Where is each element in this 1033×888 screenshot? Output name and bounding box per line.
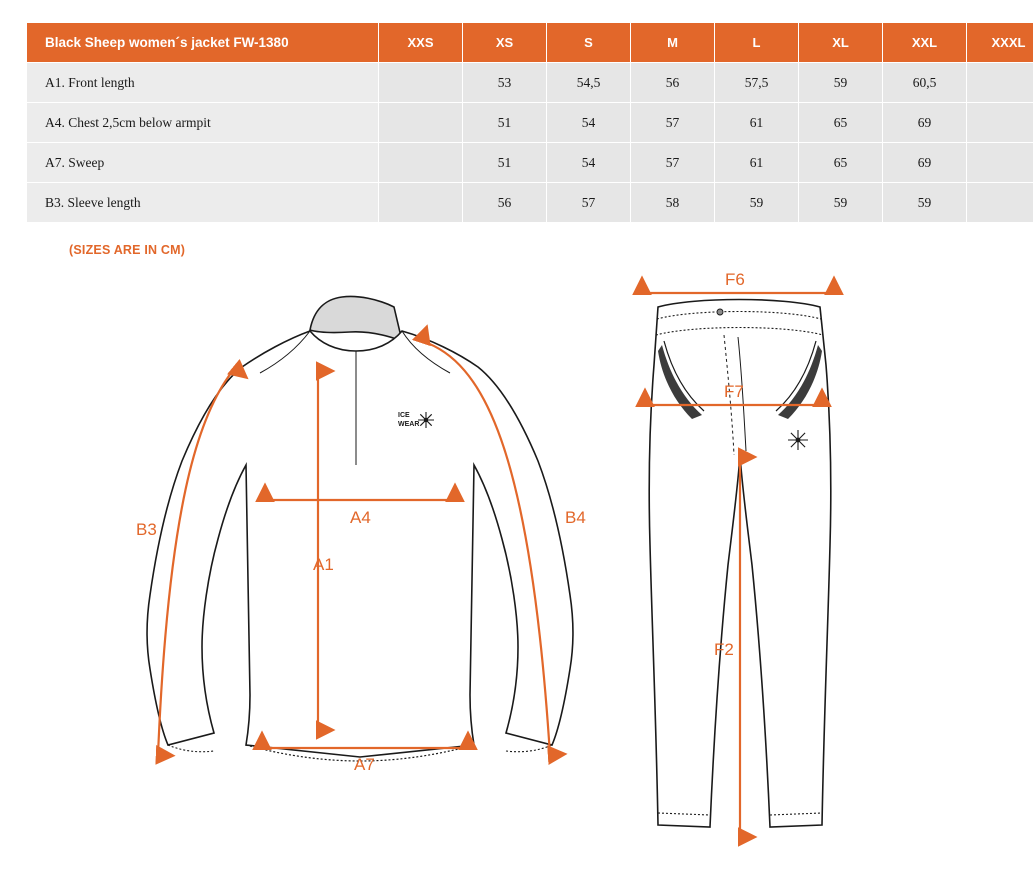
cell-value bbox=[379, 143, 463, 183]
cell-value: 65 bbox=[799, 103, 883, 143]
table-row bbox=[27, 103, 1033, 143]
cell-value: 57 bbox=[631, 103, 715, 143]
label-f6: F6 bbox=[725, 270, 745, 289]
jacket-outline bbox=[147, 296, 573, 761]
table-header-xxs: XXS bbox=[379, 23, 463, 63]
cell-value bbox=[967, 103, 1033, 143]
label-a4: A4 bbox=[350, 508, 371, 527]
cell-value bbox=[967, 143, 1033, 183]
label-b4: B4 bbox=[565, 508, 586, 527]
cell-value bbox=[379, 103, 463, 143]
cell-value: 57 bbox=[547, 183, 631, 223]
cell-value: 57 bbox=[631, 143, 715, 183]
cell-value: 59 bbox=[715, 183, 799, 223]
cell-value: 56 bbox=[463, 183, 547, 223]
table-header-xxl: XXL bbox=[883, 23, 967, 63]
cell-value: 54 bbox=[547, 143, 631, 183]
cell-value: 59 bbox=[883, 183, 967, 223]
cell-value: 69 bbox=[883, 143, 967, 183]
table-body bbox=[27, 63, 1033, 223]
cell-value bbox=[967, 183, 1033, 223]
cell-value: 59 bbox=[799, 183, 883, 223]
table-row bbox=[27, 63, 1033, 103]
cell-value: 54 bbox=[547, 103, 631, 143]
cell-value bbox=[379, 63, 463, 103]
cell-value: 61 bbox=[715, 103, 799, 143]
row-label: A4. Chest 2,5cm below armpit bbox=[27, 103, 379, 143]
label-f2: F2 bbox=[714, 640, 734, 659]
cell-value bbox=[379, 183, 463, 223]
figures-area bbox=[0, 265, 1033, 885]
table-row bbox=[27, 183, 1033, 223]
table-row bbox=[27, 143, 1033, 183]
table-header-product: Black Sheep women´s jacket FW-1380 bbox=[27, 23, 379, 63]
cell-value: 56 bbox=[631, 63, 715, 103]
cell-value: 54,5 bbox=[547, 63, 631, 103]
row-label: B3. Sleeve length bbox=[27, 183, 379, 223]
snowflake-icon bbox=[418, 412, 434, 428]
table-header bbox=[27, 23, 1033, 63]
cell-value: 57,5 bbox=[715, 63, 799, 103]
table-header-l: L bbox=[715, 23, 799, 63]
cell-value: 59 bbox=[799, 63, 883, 103]
cell-value: 51 bbox=[463, 143, 547, 183]
snowflake-icon bbox=[788, 430, 808, 450]
brand-line-1: ICE bbox=[398, 412, 410, 419]
jacket-diagram bbox=[110, 265, 610, 825]
table-header-row bbox=[27, 23, 1033, 63]
cell-value: 53 bbox=[463, 63, 547, 103]
cell-value: 51 bbox=[463, 103, 547, 143]
table-header-m: M bbox=[631, 23, 715, 63]
table-header-s: S bbox=[547, 23, 631, 63]
table-header-xxxl: XXXL bbox=[967, 23, 1033, 63]
label-a7: A7 bbox=[354, 755, 375, 774]
cell-value: 58 bbox=[631, 183, 715, 223]
cell-value: 65 bbox=[799, 143, 883, 183]
label-a1: A1 bbox=[313, 555, 334, 574]
label-f7: F7 bbox=[724, 382, 744, 401]
table-header-xs: XS bbox=[463, 23, 547, 63]
cell-value: 69 bbox=[883, 103, 967, 143]
row-label: A7. Sweep bbox=[27, 143, 379, 183]
cell-value bbox=[967, 63, 1033, 103]
row-label: A1. Front length bbox=[27, 63, 379, 103]
label-b3: B3 bbox=[136, 520, 157, 539]
sizes-unit-note: (SIZES ARE IN CM) bbox=[69, 243, 186, 257]
measurements-table bbox=[26, 22, 1033, 223]
brand-line-2: WEAR bbox=[398, 421, 420, 428]
pants-diagram bbox=[620, 265, 900, 865]
table-header-xl: XL bbox=[799, 23, 883, 63]
cell-value: 60,5 bbox=[883, 63, 967, 103]
cell-value: 61 bbox=[715, 143, 799, 183]
size-chart-table bbox=[26, 22, 1026, 223]
